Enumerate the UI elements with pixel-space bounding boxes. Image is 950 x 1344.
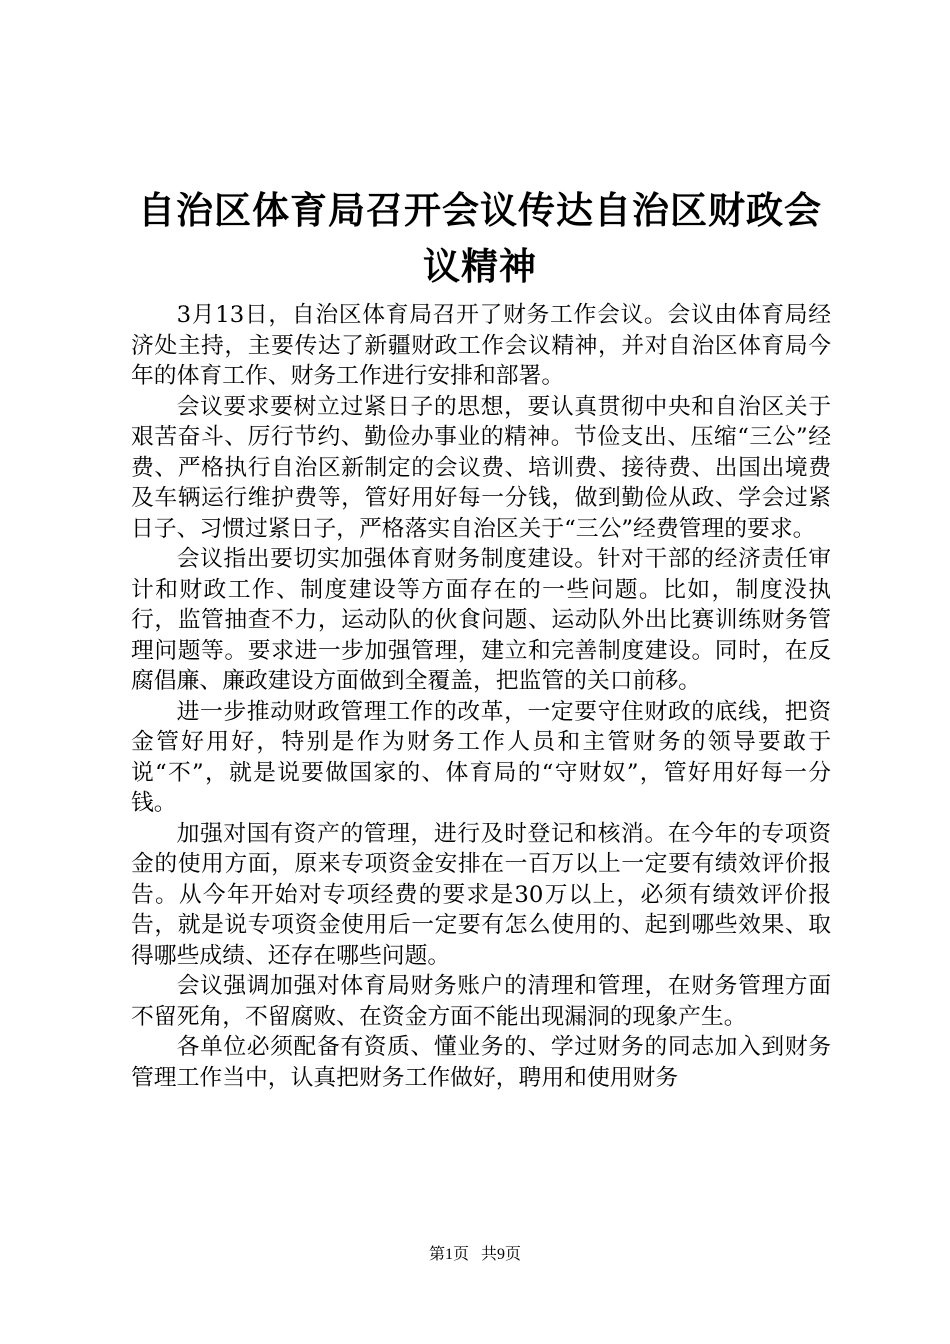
- paragraph: 会议指出要切实加强体育财务制度建设。针对干部的经济责任审计和财政工作、制度建设等方面存在的一些问题。比如，制度没执行，监管抽查不力，运动队的伙食问题、运动队外出比赛训练财务管理问题等。要求进一步加强管理，建立和完善制度建设。同时，在反腐倡廉、廉政建设方面做到全覆盖，把监管的关口前移。: [131, 546, 831, 694]
- paragraph: 各单位必须配备有资质、懂业务的、学过财务的同志加入到财务管理工作当中，认真把财务工作做好，聘用和使用财务: [131, 1034, 831, 1091]
- page-footer: [0, 1244, 950, 1266]
- paragraph: 会议要求要树立过紧日子的思想，要认真贯彻中央和自治区关于艰苦奋斗、厉行节约、勤俭办事业的精神。节俭支出、压缩“三公”经费、严格执行自治区新制定的会议费、培训费、接待费、出国出境费及车辆运行维护费等，管好用好每一分钱，做到勤俭从政、学会过紧日子、习惯过紧日子，严格落实自治区关于“三公”经费管理的要求。: [131, 393, 831, 542]
- paragraph: 会议强调加强对体育局财务账户的清理和管理，在财务管理方面不留死角，不留腐败、在资金方面不能出现漏洞的现象产生。: [131, 973, 831, 1030]
- paragraph: 进一步推动财政管理工作的改革，一定要守住财政的底线，把资金管好用好，特别是作为财务工作人员和主管财务的领导要敢于说“不”，就是说要做国家的、体育局的“守财奴”，管好用好每一分钱。: [131, 698, 831, 816]
- page-total: 共9页: [481, 1246, 522, 1263]
- paragraph: 3月13日，自治区体育局召开了财务工作会议。会议由体育局经济处主持，主要传达了新疆财政工作会议精神，并对自治区体育局今年的体育工作、财务工作进行安排和部署。: [131, 302, 831, 389]
- page-number: 第1页: [428, 1246, 469, 1263]
- document-body: [131, 300, 831, 1093]
- paragraph: 加强对国有资产的管理，进行及时登记和核消。在今年的专项资金的使用方面，原来专项资金安排在一百万以上一定要有绩效评价报告。从今年开始对专项经费的要求是30万以上，必须有绩效评价报告，就是说专项资金使用后一定要有怎么使用的、起到哪些效果、取得哪些成绩、还存在哪些问题。: [131, 820, 831, 969]
- document-title: 自治区体育局召开会议传达自治区财政会议精神: [138, 189, 822, 288]
